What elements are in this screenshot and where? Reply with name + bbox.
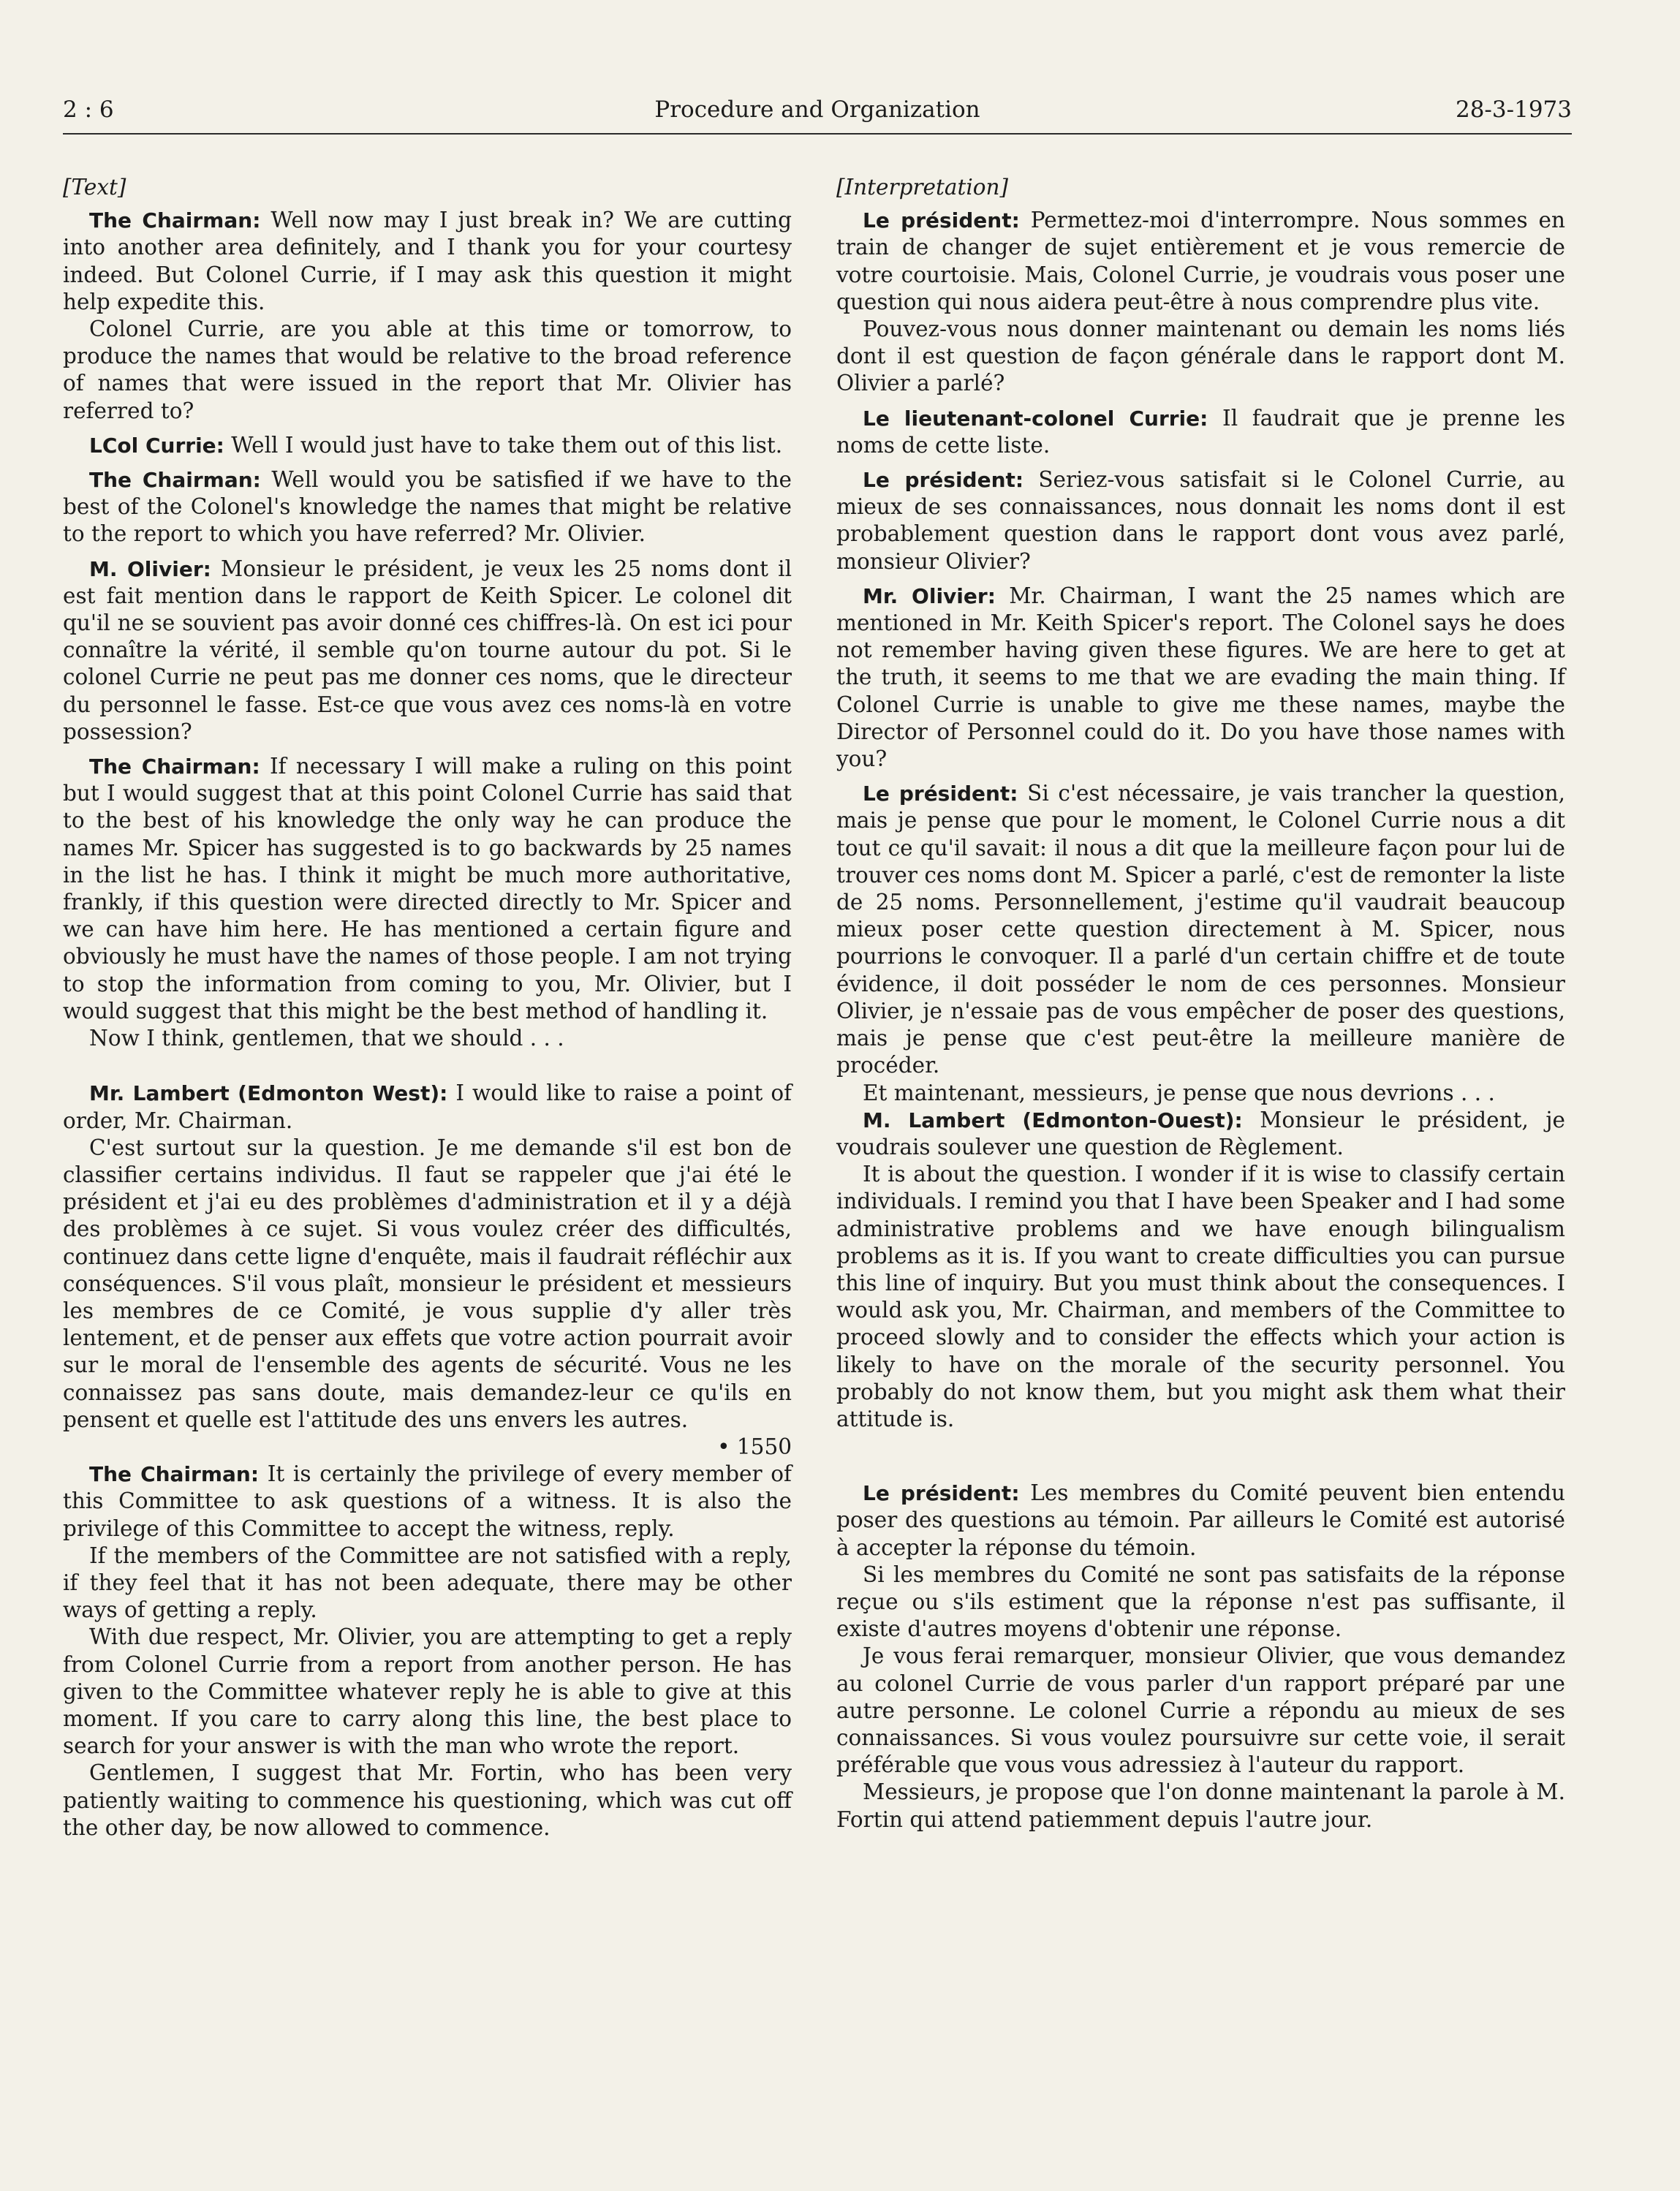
page-header: [63, 94, 1572, 135]
page-title: Procedure and Organization: [654, 97, 980, 123]
paragraph: Colonel Currie, are you able at this time or tomorrow, to produce the names that would be relative to the broad reference of names that were issued in the report that Mr. Olivier has referred to?: [63, 317, 792, 423]
speaker-name: The Chairman:: [89, 754, 260, 779]
paragraph: Et maintenant, messieurs, je pense que nous devrions . . .: [863, 1080, 1495, 1105]
paragraph: It is about the question. I wonder if it is wise to classify certain individuals. I remind you that I have been Speaker and I had some administrative problems and we have enough bilingualism problems as it is. If you want to create difficulties you can pursue this line of inquiry. But you must think about the consequences. I would ask you, Mr. Chairman, and members of the Committee to proceed slowly and to consider the effects which your action is likely to have on the morale of the security personnel. You probably do not know them, but you might ask them what their attitude is.: [836, 1162, 1565, 1431]
speaker-name: M. Olivier:: [89, 556, 211, 581]
speaker-name: M. Lambert (Edmonton-Ouest):: [863, 1108, 1243, 1132]
paragraph: Gentlemen, I suggest that Mr. Fortin, who has been very patiently waiting to commence his questioning, which was cut off the other day, be now allowed to commence.: [63, 1760, 792, 1840]
speech-text: Les membres du Comité peuvent bien entendu poser des questions au témoin. Par ailleurs le Comité est autorisé à accepter la réponse du témoin.: [836, 1480, 1566, 1560]
speech-text: Well now may I just break in? We are cutting into another area definitely, and I thank you for your courtesy indeed. But Colonel Currie, if I may ask this question it might help expedite this.: [63, 208, 792, 314]
speaker-name: The Chairman:: [89, 468, 261, 493]
paragraph: Je vous ferai remarquer, monsieur Olivier, que vous demandez au colonel Currie de vous parler d'un rapport préparé par une autre personne. Le colonel Currie a répondu au mieux de ses connaissances. Si vous voulez poursuivre sur cette voie, il serait préférable que vous vous adressiez à l'auteur du rapport.: [836, 1643, 1565, 1778]
paragraph: Messieurs, je propose que l'on donne maintenant la parole à M. Fortin qui attend patiemment depuis l'autre jour.: [836, 1779, 1565, 1832]
page-date: 28-3-1973: [1455, 97, 1572, 123]
speaker-name: LCol Currie:: [89, 433, 224, 458]
paragraph: [63, 1461, 792, 1543]
speech-text: It is certainly the privilege of every member of this Committee to ask questions of a witness. It is also the privilege of this Committee to accept the witness, reply.: [63, 1461, 792, 1541]
paragraph: [63, 466, 792, 548]
speech-text: Well would you be satisfied if we have to the best of the Colonel's knowledge the names that might be relative to the report to which you have referred? Mr. Olivier.: [63, 467, 792, 547]
paragraph: [63, 753, 792, 1025]
speech-text: Permettez-moi d'interrompre. Nous sommes en train de changer de sujet entièrement et je vous remercie de votre courtoisie. Mais, Colonel Currie, je voudrais vous poser une question qui nous aidera peut-être à nous comprendre plus vite.: [836, 208, 1566, 314]
interpretation-label: [Interpretation]: [836, 175, 1009, 200]
speech-text: Well I would just have to take them out of this list.: [224, 432, 783, 458]
speaker-name: Le président:: [863, 208, 1020, 233]
speech-text: If necessary I will make a ruling on this point but I would suggest that at this point Colonel Currie has said that to the best of his knowledge the only way he can produce the names Mr. Spicer has suggested is to go backwards by 25 names in the list he has. I think it might be much more authoritative, frankly, if this question were directed directly to Mr. Spicer and we can have him here. He has mentioned a certain figure and obviously he must have the names of those people. I am not trying to stop the information from coming to you, Mr. Olivier, but I would suggest that this might be the best method of handling it.: [63, 754, 792, 1023]
french-column: [836, 174, 1565, 1834]
text-label: [Text]: [63, 175, 126, 200]
paragraph: [63, 556, 792, 746]
speech-text: Si c'est nécessaire, je vais trancher la question, mais je pense que pour le moment, le Colonel Currie nous a dit tout ce qu'il savait: il nous a dit que la meilleure façon pour lui de trouver ces noms dont M. Spicer a parlé, c'est de remonter la liste de 25 noms. Personnellement, j'estime qu'il vaudrait beaucoup mieux poser cette question directement à M. Spicer, nous pourrions le convoquer. Il a parlé d'un certain chiffre et de toute évidence, il doit posséder le nom de ces personnes. Monsieur Olivier, je n'essaie pas de vous empêcher de poser des questions, mais je pense que c'est peut-être la meilleure manière de procéder.: [836, 781, 1566, 1078]
paragraph: [836, 466, 1565, 575]
page-number: 2 : 6: [63, 97, 114, 123]
paragraph: [63, 207, 792, 316]
english-column: [63, 174, 792, 1842]
speech-text: Mr. Chairman, I want the 25 names which are mentioned in Mr. Keith Spicer's report. The Colonel says he does not remember having given these figures. We are here to get at the truth, it seems to me that we are evading the main thing. If Colonel Currie is unable to give me these names, maybe the Director of Personnel could do it. Do you have those names with you?: [836, 583, 1565, 772]
speaker-name: Le lieutenant-colonel Currie:: [863, 406, 1208, 431]
paragraph: [63, 432, 792, 459]
time-marker: • 1550: [717, 1434, 792, 1459]
speech-text: Seriez-vous satisfait si le Colonel Currie, au mieux de ses connaissances, nous donnait les noms dont il est probablement question dans le rapport dont vous avez parlé, monsieur Olivier?: [836, 467, 1565, 574]
speech-text: Monsieur le président, je veux les 25 noms dont il est fait mention dans le rapport de Keith Spicer. Le colonel dit qu'il ne se souvient pas avoir donné ces chiffres-là. On est ici pour connaître la vérité, il semble qu'on tourne autour du pot. Si le colonel Currie ne peut pas me donner ces noms, que le directeur du personnel le fasse. Est-ce que vous avez ces noms-là en votre possession?: [63, 556, 792, 744]
paragraph: With due respect, Mr. Olivier, you are attempting to get a reply from Colonel Currie from a report from another person. He has given to the Committee whatever reply he is able to give at this moment. If you care to carry along this line, the best place to search for your answer is with the man who wrote the report.: [63, 1624, 792, 1759]
speaker-name: Le président:: [863, 782, 1018, 806]
paragraph: Si les membres du Comité ne sont pas satisfaits de la réponse reçue ou s'ils estiment que la réponse n'est pas suffisante, il existe d'autres moyens d'obtenir une réponse.: [836, 1562, 1565, 1642]
speaker-name: The Chairman:: [89, 208, 261, 233]
paragraph: [836, 1480, 1565, 1562]
paragraph: [836, 207, 1565, 316]
speaker-name: Le président:: [863, 1481, 1020, 1506]
speaker-name: Mr. Lambert (Edmonton West):: [89, 1081, 448, 1106]
paragraph: If the members of the Committee are not satisfied with a reply, if they feel that it has not been adequate, there may be other ways of getting a reply.: [63, 1543, 792, 1623]
speech-text: I would like to raise a point of order, Mr. Chairman.: [63, 1081, 792, 1133]
paragraph: C'est surtout sur la question. Je me demande s'il est bon de classifier certains individus. Il faut se rappeler que j'ai été le président et j'ai eu des problèmes d'administration et il y a déjà des problèmes à ce sujet. Si vous voulez créer des difficultés, continuez dans cette ligne d'enquête, mais il faudrait réfléchir aux conséquences. S'il vous plaît, monsieur le président et messieurs les membres de ce Comité, je vous supplie d'y aller très lentement, et de penser aux effets que votre action pourrait avoir sur le moral de l'ensemble des agents de sécurité. Vous ne les connaissez pas sans doute, mais demandez-leur ce qu'ils en pensent et quelle est l'attitude des uns envers les autres.: [63, 1135, 792, 1432]
speech-text: Il faudrait que je prenne les noms de cette liste.: [836, 405, 1565, 458]
speaker-name: The Chairman:: [89, 1462, 260, 1487]
paragraph: Now I think, gentlemen, that we should . . .: [89, 1026, 564, 1051]
paragraph: [836, 780, 1565, 1079]
speech-text: Monsieur le président, je voudrais soulever une question de Règlement.: [836, 1107, 1565, 1159]
paragraph: [836, 405, 1565, 459]
paragraph: [836, 583, 1565, 773]
paragraph: [836, 1107, 1565, 1161]
paragraph: Pouvez-vous nous donner maintenant ou demain les noms liés dont il est question de façon générale dans le rapport dont M. Olivier a parlé?: [836, 317, 1565, 396]
speaker-name: Mr. Olivier:: [863, 583, 996, 608]
speaker-name: Le président:: [863, 468, 1024, 493]
paragraph: [63, 1080, 792, 1134]
